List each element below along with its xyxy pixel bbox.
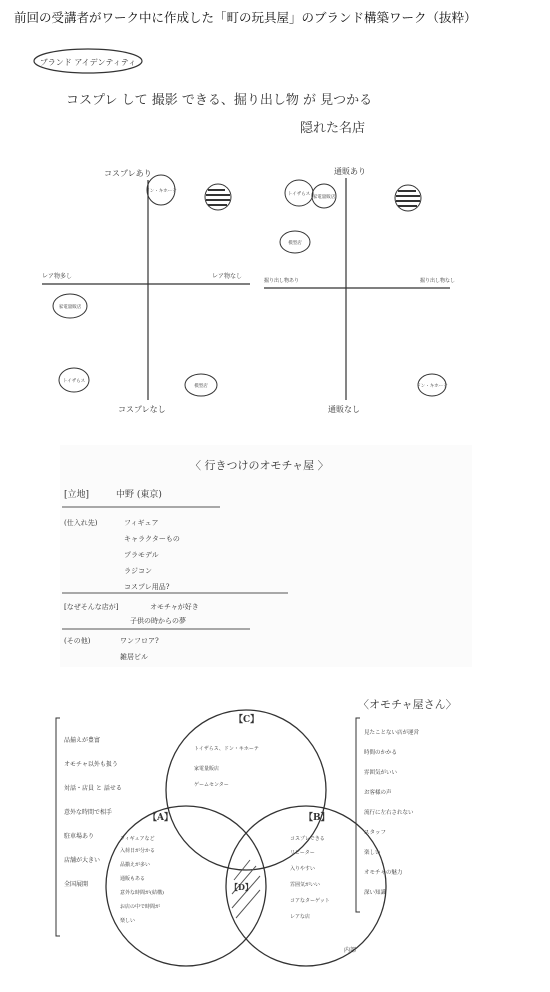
reason-2: 子供の時からの夢 <box>130 617 186 625</box>
product-5: コスプレ用品? <box>124 583 170 591</box>
location-label: [立地] <box>64 490 90 500</box>
right-item-6: スタッフ <box>364 830 387 836</box>
circle-d-label: 【D】 <box>230 882 253 892</box>
right-item-4: お客様の声 <box>364 790 392 796</box>
right-item-3: 雰囲気がいい <box>364 770 398 776</box>
b-item-3: 入りやすい <box>290 866 316 872</box>
map1-bubble-4-label: 模型店 <box>194 384 208 389</box>
brand-identity-sheet <box>28 40 528 435</box>
map1-bottom-label: コスプレなし <box>118 405 166 414</box>
left-item-7: 全国展開 <box>64 881 89 888</box>
right-item-7: 楽しい <box>364 850 381 856</box>
map1-bubble-2-label: 家電量販店 <box>58 305 82 310</box>
product-1: フィギュア <box>124 519 159 527</box>
venn-analysis-drawing <box>28 690 528 986</box>
other-label: (その他) <box>64 637 91 645</box>
right-bracket <box>356 718 360 912</box>
sheet3-title: 〈オモチャ屋さん〉 <box>358 698 457 711</box>
b-item-6: レアな店 <box>290 914 311 920</box>
b-item-1: コスプレできる <box>290 836 325 842</box>
other-2: 雑居ビル <box>120 653 148 661</box>
left-bracket <box>56 718 60 936</box>
products-label: (仕入れ先) <box>64 519 98 527</box>
left-item-2: オモチャ以外も扱う <box>64 761 118 768</box>
map1-hatched-circle <box>205 184 231 210</box>
a-item-5: 意外な時間が(結構) <box>120 890 164 896</box>
right-item-9: 深い知識 <box>364 890 387 896</box>
c-item-3: ゲームセンター <box>194 782 229 788</box>
left-item-6: 店舗が大きい <box>64 857 101 864</box>
b-item-2: リピーター <box>290 850 315 856</box>
left-item-3: 対話・店員 と 話せる <box>64 785 122 792</box>
map1-top-label: コスプレあり <box>104 169 152 178</box>
tag-label: ブランド アイデンティティ <box>39 58 137 67</box>
reason-1: オモチャが好き <box>150 603 199 611</box>
b-item-5: コアなターゲット <box>290 898 330 904</box>
reason-label: [なぜそんな店が] <box>64 603 119 611</box>
sheet2-title: 〈 行きつけのオモチャ屋 〉 <box>190 459 329 472</box>
right-item-1: 見たことない店が運営 <box>364 730 420 736</box>
right-item-2: 時間のかかる <box>364 750 398 756</box>
outer-label: 内部 <box>344 947 357 954</box>
right-item-5: 流行に左右されない <box>364 810 414 816</box>
product-3: プラモデル <box>124 551 159 559</box>
map2-bubble-4-label: ドン・キホーテ <box>416 384 448 389</box>
map2-bubble-2-label: 家電量販店 <box>312 195 336 200</box>
map1-left-label: レア物多し <box>42 273 73 280</box>
product-2: キャラクターもの <box>124 535 180 543</box>
location-value: 中野 (東京) <box>116 490 162 500</box>
map2-bubble-3-label: 模型店 <box>288 241 302 246</box>
toy-shop-profile-drawing <box>60 445 472 667</box>
map2-hatched-circle <box>395 185 421 211</box>
a-item-7: 楽しい <box>120 918 136 924</box>
map2-right-label: 掘り出し物なし <box>420 278 456 284</box>
a-item-1: フィギュアなど <box>120 836 155 842</box>
page-caption: 前回の受講者がワーク中に作成した「町の玩具屋」のブランド構築ワーク（抜粋） <box>14 10 477 25</box>
a-item-4: 通販もある <box>120 876 146 882</box>
map1-bubble-3-label: トイザらス <box>62 379 86 384</box>
map1-bubble-1-label: ドン・キホーテ <box>145 189 177 194</box>
c-item-2: 家電量販店 <box>194 766 220 772</box>
map2-bubble-1-label: トイザらス <box>287 192 311 197</box>
left-item-4: 意外な時間で相手 <box>64 809 113 816</box>
circle-b-label: 【B】 <box>304 813 330 823</box>
circle-c-label: 【C】 <box>234 715 260 725</box>
other-1: ワンフロア? <box>120 637 159 645</box>
toy-shop-profile-sheet <box>60 445 472 667</box>
b-item-4: 雰囲気がいい <box>290 882 321 888</box>
circle-a-label: 【A】 <box>148 813 173 823</box>
brand-identity-drawing <box>28 40 528 435</box>
headline-line2: 隠れた名店 <box>300 121 366 136</box>
headline-line1: コスプレ して 撮影 できる、掘り出し物 が 見つかる <box>66 93 373 108</box>
map2-top-label: 通販あり <box>334 167 366 176</box>
product-4: ラジコン <box>124 567 152 575</box>
right-item-8: オモチャの魅力 <box>364 870 403 876</box>
a-item-6: お店の中で時間が <box>120 904 161 910</box>
venn-analysis-sheet <box>28 690 528 986</box>
venn-circle-c <box>166 710 326 870</box>
map2-left-label: 掘り出し物あり <box>264 278 300 284</box>
left-item-5: 駐車場あり <box>64 833 95 840</box>
c-item-1: トイザらス、ドン・キホーテ <box>194 746 259 752</box>
left-item-1: 品揃えが豊富 <box>64 737 101 744</box>
a-item-2: 入荷日が分かる <box>120 848 156 854</box>
map1-right-label: レア物なし <box>212 273 243 280</box>
a-item-3: 品揃えが多い <box>120 862 151 868</box>
map2-bottom-label: 通販なし <box>328 405 360 414</box>
